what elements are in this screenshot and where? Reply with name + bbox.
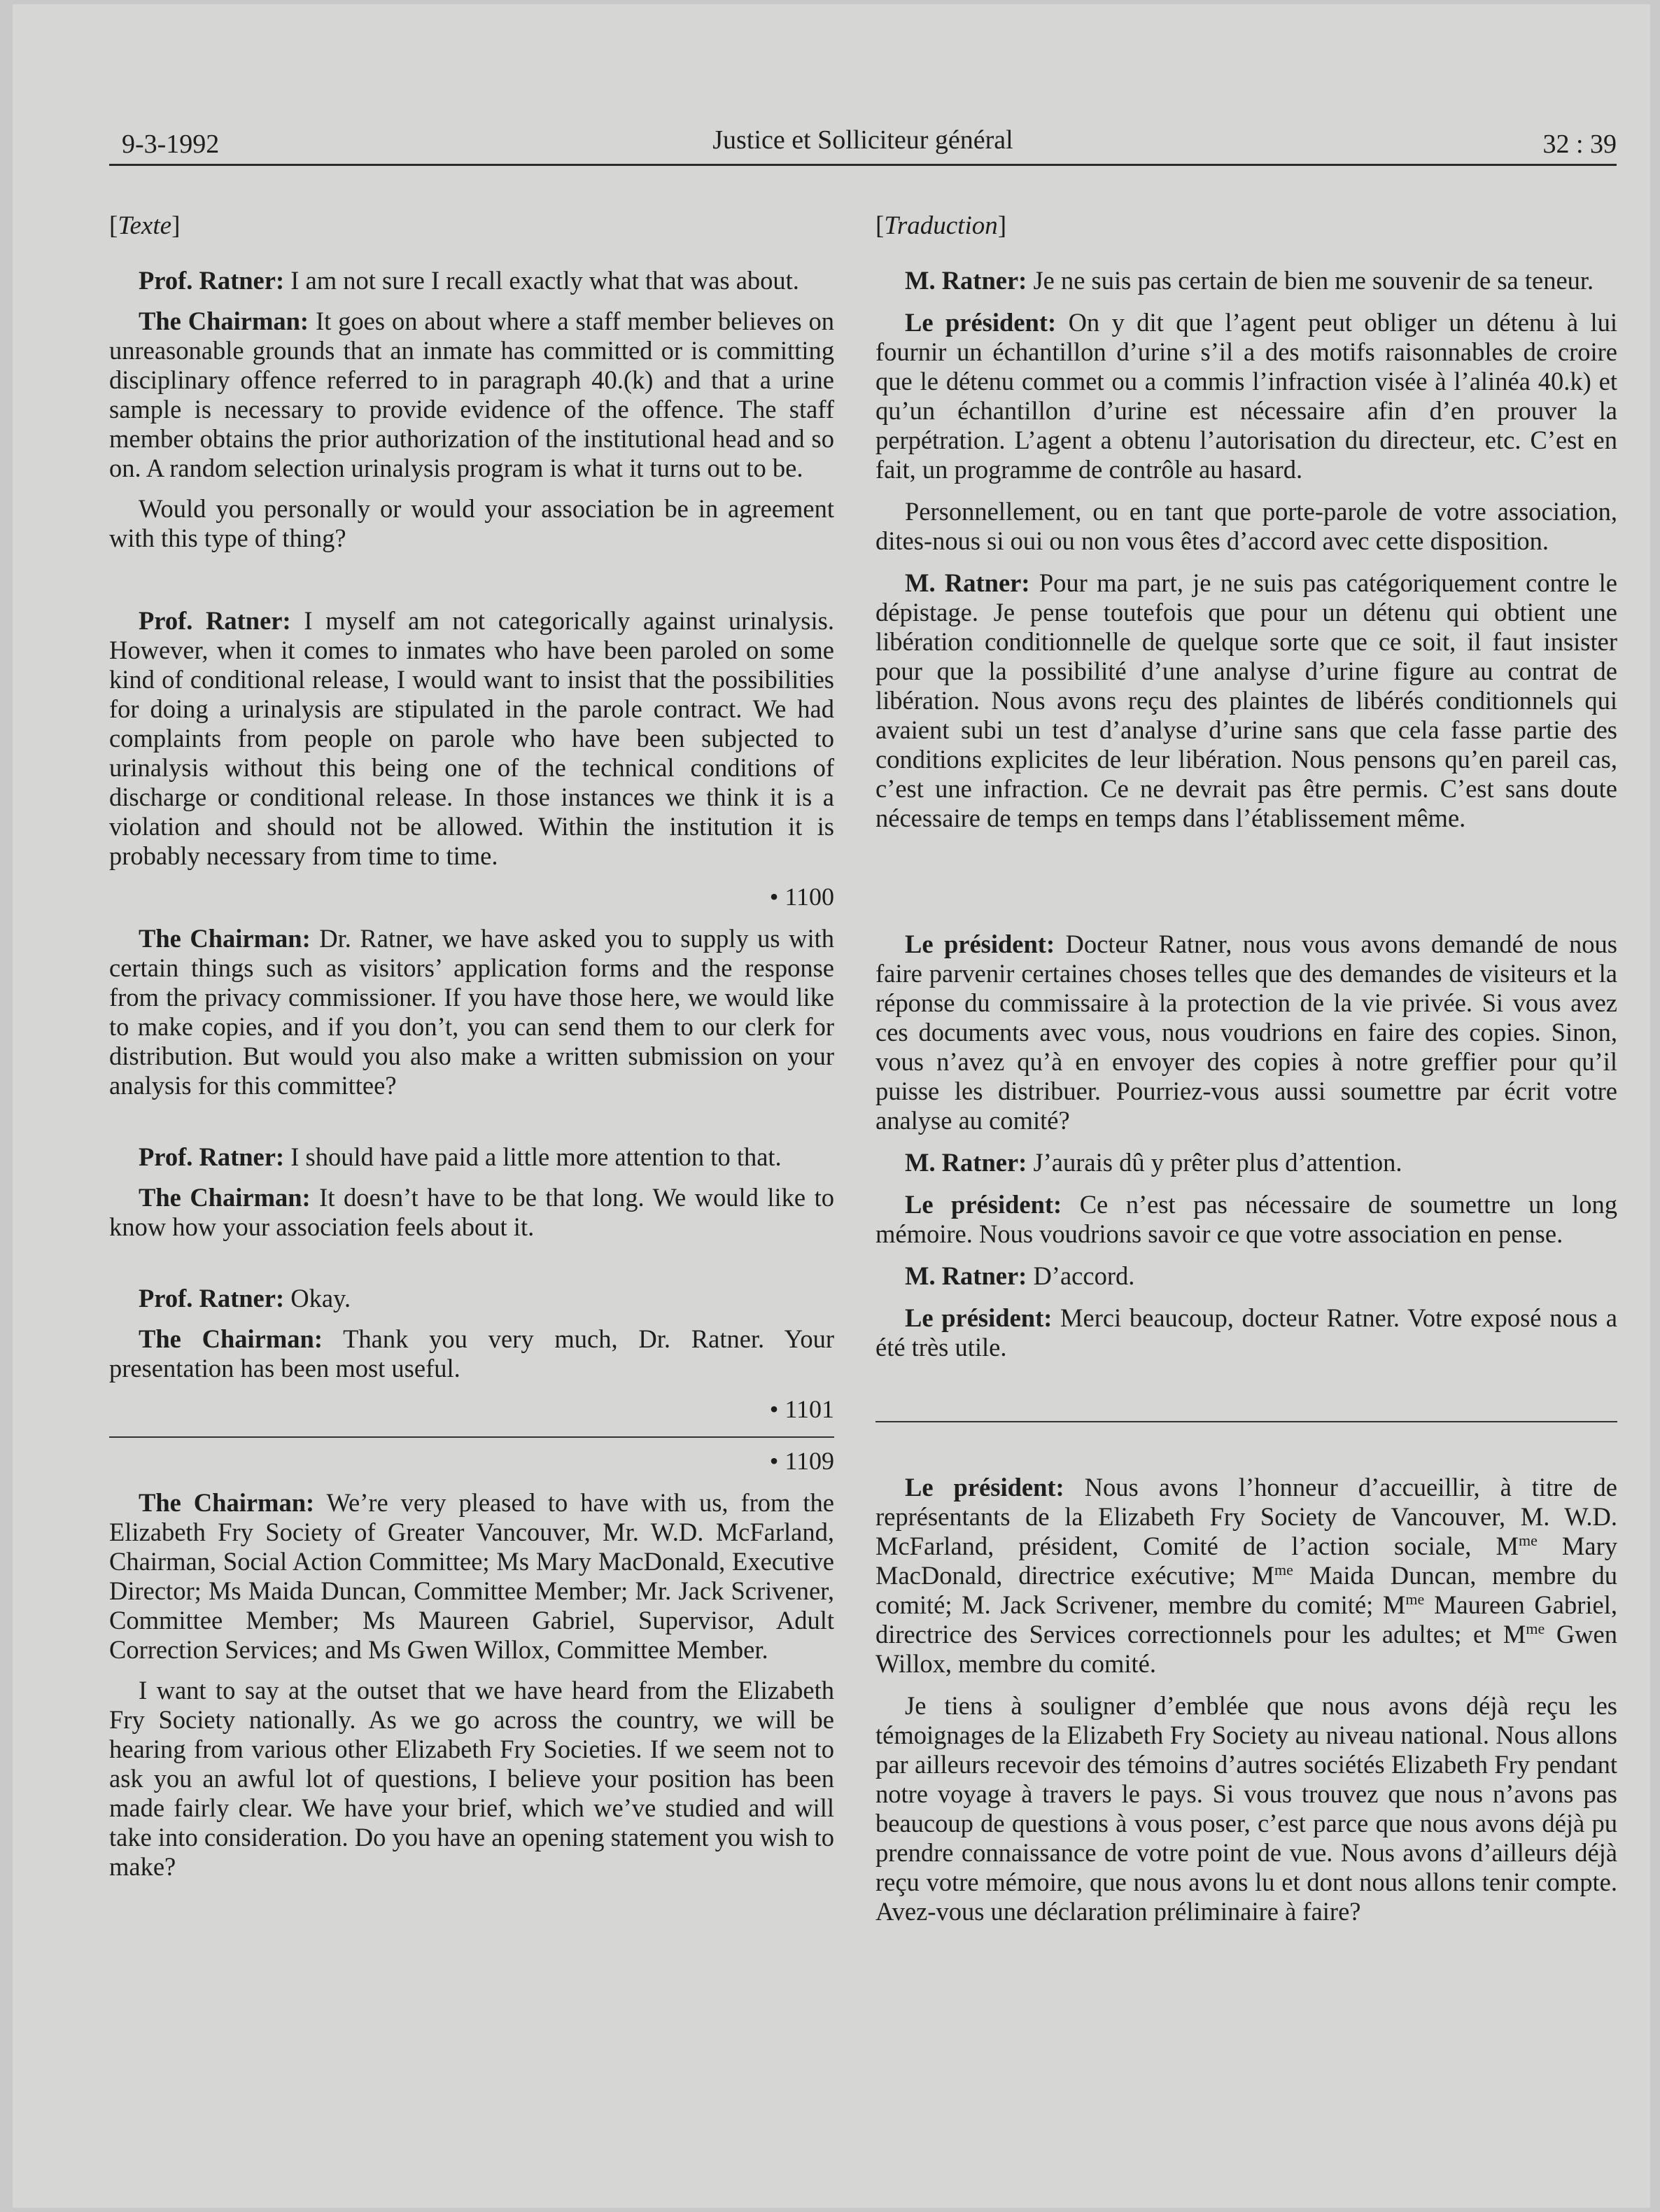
header-page-number: 32 : 39 [1542, 130, 1617, 159]
speaker-name: M. Ratner: [905, 1148, 1027, 1177]
speaker-name: Le président: [905, 930, 1055, 958]
paragraph: Prof. Ratner: Okay. [139, 1284, 351, 1312]
page-header [109, 122, 1617, 166]
paragraph: M. Ratner: Pour ma part, je ne suis pas catégoriquement contre le dépistage. Je pense toutefois que pour un détenu qui obtient une libération conditionnelle de quelque sorte que ce soit, il faut insister pour que la possibilité d’une analyse d’urine figure au contrat de libération. Nous avons reçu des plaintes de libérés conditionnels qui avaient subi un test d’analyse d’urine sans que cela fasse partie des conditions explicites de leur libération. Nous pensons qu’en pareil cas, c’est une infraction. Ce ne devrait pas être permis. C’est sans doute nécessaire de temps en temps dans l’établissement même. [875, 568, 1618, 832]
english-column [109, 211, 834, 1893]
speaker-name: Prof. Ratner: [139, 1284, 285, 1312]
paragraph: I want to say at the outset that we have heard from the Elizabeth Fry Society nationally. As we go across the country, we will be hearing from various other Elizabeth Fry Societies. If we seem not to ask you an awful lot of questions, I believe your position has been made fairly clear. We have your brief, which we’ve studied and will take into consideration. Do you have an opening statement you wish to make? [109, 1676, 834, 1881]
speaker-name: Le président: [905, 308, 1057, 337]
paragraph: Le président: Docteur Ratner, nous vous avons demandé de nous faire parvenir certaines choses telles que des demandes de visiteurs et la réponse du commissaire à la protection de la vie privée. Si vous avez ces documents avec vous, nous voudrions en faire des copies. Sinon, vous n’avez qu’à en envoyer des copies à notre greffier pour qu’il puisse les distribuer. Pourriez-vous aussi soumettre par écrit votre analyse au comité? [875, 930, 1617, 1135]
section-divider [109, 1436, 834, 1438]
speaker-name: Le président: [905, 1190, 1062, 1219]
header-title: Justice et Solliciteur général [712, 125, 1013, 155]
speaker-name: The Chairman: [139, 1324, 323, 1353]
speaker-name: Prof. Ratner: [139, 1142, 285, 1171]
column-label-french: [Traduction] [875, 211, 1007, 240]
paragraph: Prof. Ratner: I myself am not categorically against urinalysis. However, when it comes to inmates who have been paroled on some kind of conditional release, I would want to insist that the possibilities for doing a urinalysis are stipulated in the parole contract. We had complaints from people on parole who have been subjected to urinalysis without this being one of the technical conditions of discharge or conditional release. In those instances we think it is a violation and should not be allowed. Within the institution it is probably necessary from time to time. [109, 606, 834, 870]
speaker-name: Prof. Ratner: [139, 606, 291, 635]
speaker-name: The Chairman: [139, 1488, 315, 1517]
document-page [13, 4, 1650, 2208]
speaker-name: Prof. Ratner: [139, 266, 285, 295]
paragraph: M. Ratner: D’accord. [905, 1261, 1135, 1290]
paragraph: The Chairman: It goes on about where a staff member believes on unreasonable grounds that an inmate has committed or is committing disciplinary offence referred to in paragraph 40.(k) and that a urine sample is necessary to provide evidence of the offence. The staff member obtains the prior authorization of the institutional head and so on. A random selection urinalysis program is what it turns out to be. [109, 307, 834, 482]
paragraph: Personnellement, ou en tant que porte-parole de votre association, dites-nous si oui ou non vous êtes d’accord avec cette disposition. [875, 497, 1617, 555]
column-label-english: [Texte] [109, 211, 181, 240]
speaker-name: M. Ratner: [905, 568, 1030, 597]
speaker-name: The Chairman: [139, 924, 311, 953]
paragraph: The Chairman: It doesn’t have to be that long. We would like to know how your association feels about it. [109, 1183, 834, 1241]
speaker-name: The Chairman: [139, 307, 309, 335]
speaker-name: Le président: [905, 1303, 1053, 1332]
speaker-name: The Chairman: [139, 1183, 311, 1212]
paragraph: The Chairman: Dr. Ratner, we have asked you to supply us with certain things such as visitors’ application forms and the response from the privacy commissioner. If you have those here, we would like to make copies, and if you don’t, you can send them to our clerk for distribution. But would you also make a written submission on your analysis for this committee? [109, 924, 834, 1100]
paragraph: The Chairman: Thank you very much, Dr. Ratner. Your presentation has been most useful. [109, 1324, 834, 1382]
paragraph: M. Ratner: J’aurais dû y prêter plus d’attention. [905, 1148, 1402, 1177]
paragraph: Je tiens à souligner d’emblée que nous avons déjà reçu les témoignages de la Elizabeth Fry Society au niveau national. Nous allons par ailleurs recevoir des témoins d’autres sociétés Elizabeth Fry pendant notre voyage à travers le pays. Si vous trouvez que nous n’avons pas beaucoup de questions à vous poser, c’est parce que nous avons déjà pu prendre connaissance de votre point de vue. Nous avons d’ailleurs déjà reçu votre mémoire, que nous avons lu et dont nous allons tenir compte. Avez-vous une déclaration préliminaire à faire? [875, 1691, 1617, 1926]
section-divider [875, 1421, 1617, 1422]
header-date: 9-3-1992 [122, 130, 220, 159]
speaker-name: M. Ratner: [905, 1261, 1027, 1290]
speaker-name: M. Ratner: [905, 266, 1027, 295]
french-column [875, 211, 1617, 1939]
paragraph: Would you personally or would your association be in agreement with this type of thing? [109, 494, 834, 552]
paragraph: Le président: Merci beaucoup, docteur Ratner. Votre exposé nous a été très utile. [875, 1303, 1617, 1362]
time-mark-1100: • 1100 [769, 883, 834, 911]
time-mark-1109: • 1109 [769, 1447, 834, 1475]
paragraph: The Chairman: We’re very pleased to have with us, from the Elizabeth Fry Society of Greater Vancouver, Mr. W.D. McFarland, Chairman, Social Action Committee; Ms Mary MacDonald, Executive Director; Ms Maida Duncan, Committee Member; Mr. Jack Scrivener, Committee Member; Ms Maureen Gabriel, Supervisor, Adult Correction Services; and Ms Gwen Willox, Committee Member. [109, 1488, 834, 1664]
paragraph: M. Ratner: Je ne suis pas certain de bien me souvenir de sa teneur. [905, 266, 1594, 295]
paragraph: Prof. Ratner: I should have paid a little more attention to that. [139, 1142, 782, 1171]
paragraph: Le président: On y dit que l’agent peut obliger un détenu à lui fournir un échantillon d’urine s’il a des motifs raisonnables de croire que le détenu commet ou a commis l’infraction visée à l’alinéa 40.k) et qu’un échantillon d’urine est nécessaire afin d’en prouver la perpétration. L’agent a obtenu l’autorisation du directeur, etc. C’est en fait, un programme de contrôle au hasard. [875, 308, 1618, 484]
time-mark-1101: • 1101 [769, 1395, 834, 1423]
paragraph-welcome: Le président: Nous avons l’honneur d’accueillir, à titre de représentants de la Elizabeth Fry Society de Vancouver, M. W.D. McFarland, président, Comité de l’action sociale, $M^{me}$ Mary MacDonald, directrice exécutive; $M^{me}$ Maida Duncan, membre du comité; M. Jack Scrivener, membre du comité; $M^{me}$ Maureen Gabriel, directrice des Services correctionnels pour les adultes; et $M^{me}$ Gwen Willox, membre du comité. [875, 1473, 1618, 1678]
paragraph: Prof. Ratner: I am not sure I recall exactly what that was about. [139, 266, 799, 295]
paragraph: Le président: Ce n’est pas nécessaire de soumettre un long mémoire. Nous voudrions savoir ce que votre association en pense. [875, 1190, 1618, 1248]
speaker-name: Le président: [905, 1473, 1064, 1502]
